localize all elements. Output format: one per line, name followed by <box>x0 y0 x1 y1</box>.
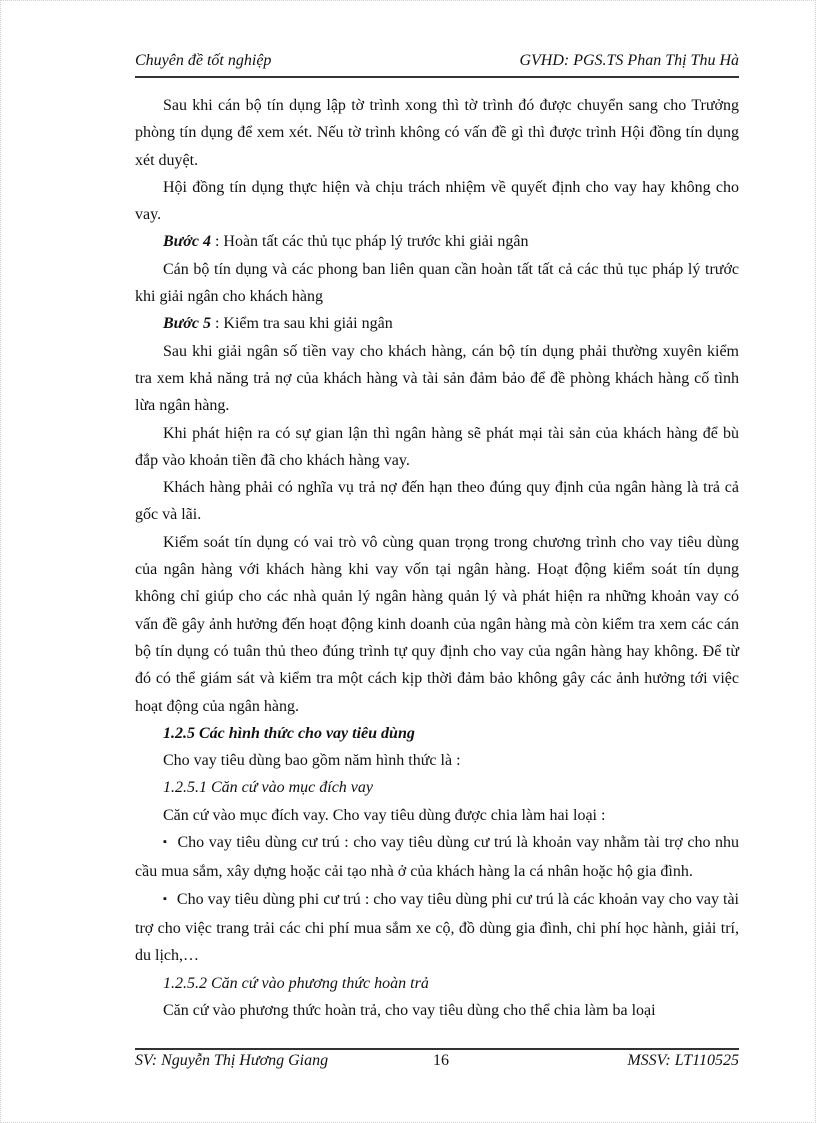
header-advisor: GVHD: PGS.TS Phan Thị Thu Hà <box>519 52 739 69</box>
paragraph: Hội đồng tín dụng thực hiện và chịu trách nhiệm về quyết định cho vay hay không cho vay. <box>135 178 739 224</box>
paragraph: Khi phát hiện ra có sự gian lận thì ngân hàng sẽ phát mại tài sản của khách hàng để bù đắp vào khoản tiền đã cho khách hàng vay. <box>135 424 739 469</box>
paragraph: Sau khi giải ngân số tiền vay cho khách hàng, cán bộ tín dụng phải thường xuyên kiểm tra xem khả năng trả nợ của khách hàng và tài sản đảm bảo để đề phòng khách hàng cố tình lừa ngân hàng. <box>135 342 739 415</box>
bullet-text: Cho vay tiêu dùng cư trú : cho vay tiêu dùng cư trú là khoản vay nhằm tài trợ cho nhu cầu mua sắm, xây dựng hoặc cải tạo nhà ở của khách hàng la cá nhân hoặc hộ gia đình. <box>135 834 740 881</box>
paragraph: Khách hàng phải có nghĩa vụ trả nợ đến hạn theo đúng quy định của ngân hàng là trả cả gốc và lãi. <box>135 479 739 524</box>
page-header <box>135 52 739 78</box>
paragraph: Kiểm soát tín dụng có vai trò vô cùng quan trọng trong chương trình cho vay tiêu dùng của ngân hàng với khách hàng khi vay vốn tại ngân hàng. Hoạt động kiểm soát tín dụng không chỉ giúp cho các nhà quản lý ngân hàng quản lý và phát hiện ra những khoản vay có vấn đề gây ảnh hưởng đến hoạt động kinh doanh của ngân hàng mà còn kiểm tra xem các cán bộ tín dụng có tuân thủ theo đúng trình tự quy định cho vay của ngân hàng hay không. Để từ đó có thể giám sát và kiểm tra một cách kịp thời đảm bảo không gây các ảnh hưởng tới việc hoạt động của ngân hàng. <box>135 533 739 715</box>
step-5-label: Bước 5 <box>163 315 211 333</box>
step-4 <box>135 228 739 255</box>
page-number: 16 <box>433 1052 449 1069</box>
page-footer <box>135 1048 739 1076</box>
paragraph: Căn cứ vào phương thức hoàn trả, cho vay tiêu dùng cho thể chia làm ba loại <box>163 1001 656 1019</box>
bullet-icon: ▪ <box>163 892 167 905</box>
bullet-icon: ▪ <box>163 836 168 849</box>
bullet-item <box>135 886 739 970</box>
footer-student: SV: Nguyễn Thị Hương Giang <box>135 1052 329 1069</box>
subsection-heading: 1.2.5.1 Căn cứ vào mục đích vay <box>163 779 374 797</box>
section-heading: 1.2.5 Các hình thức cho vay tiêu dùng <box>163 724 415 742</box>
page-body <box>135 92 739 1024</box>
subsection-heading: 1.2.5.2 Căn cứ vào phương thức hoàn trả <box>163 974 429 992</box>
paragraph: Cán bộ tín dụng và các phong ban liên quan cần hoàn tất tất cả các thủ tục pháp lý trước khi giải ngân cho khách hàng <box>135 260 739 306</box>
step-4-text: : Hoàn tất các thủ tục pháp lý trước khi giải ngân <box>210 233 529 251</box>
step-5 <box>135 310 739 337</box>
bullet-text: Cho vay tiêu dùng phi cư trú : cho vay tiêu dùng phi cư trú là các khoản vay cho vay tài trợ cho việc trang trải các chi phí mua sắm xe cộ, đồ dùng gia đình, chi phí học hành, giải trí, du lịch,… <box>135 890 739 965</box>
paragraph: Sau khi cán bộ tín dụng lập tờ trình xong thì tờ trình đó được chuyển sang cho Trưởng phòng tín dụng để xem xét. Nếu tờ trình không có vấn đề gì thì được trình Hội đồng tín dụng xét duyệt. <box>135 97 739 169</box>
step-5-text: : Kiểm tra sau khi giải ngân <box>210 315 393 333</box>
bullet-item <box>135 829 739 886</box>
paragraph: Căn cứ vào mục đích vay. Cho vay tiêu dùng được chia làm hai loại : <box>163 806 606 824</box>
header-title: Chuyên đề tốt nghiệp <box>135 52 272 69</box>
footer-student-id: MSSV: LT110525 <box>627 1052 739 1069</box>
paragraph: Cho vay tiêu dùng bao gồm năm hình thức là : <box>163 752 461 770</box>
step-4-label: Bước 4 <box>163 233 211 251</box>
